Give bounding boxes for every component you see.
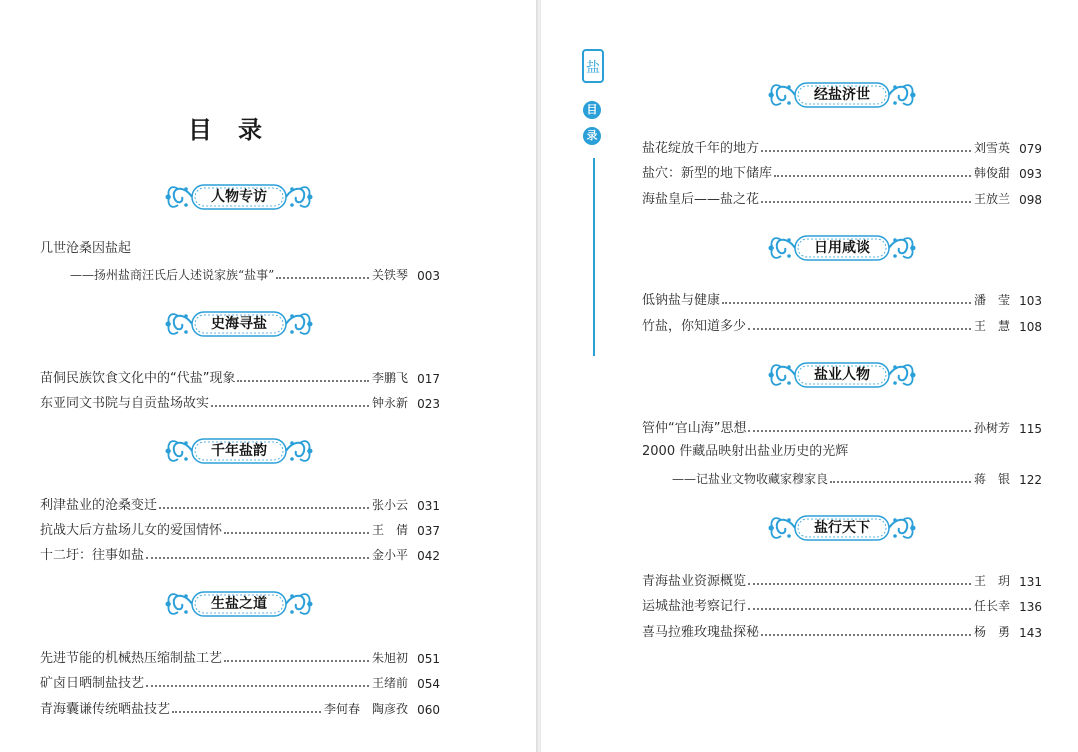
seal-character: 盐 [586,60,600,76]
toc-entry-title: 盐穴：新型的地下储库 [642,166,773,181]
toc-entry[interactable] [642,136,1042,156]
section-label: 盐行天下 [814,520,870,536]
toc-entry-author: 王 慧 [973,319,1010,333]
toc-entry[interactable] [40,366,440,386]
section-label: 生盐之道 [211,596,267,612]
section-banner-qiannian [164,431,314,471]
section-label: 千年盐韵 [211,443,267,459]
toc-entry-page: 108 [1019,320,1042,334]
toc-entry-title[interactable]: 几世沧桑因盐起 [40,241,132,256]
section-banner-yanye [767,355,917,395]
toc-entry-title: 青海盐业资源概览 [642,574,747,589]
toc-entry-page: 054 [417,677,440,691]
toc-entry-author: 任长幸 [973,599,1010,613]
toc-entry-title: 盐花绽放千年的地方 [642,141,760,156]
toc-entry-page: 017 [417,372,440,386]
toc-entry-author: 孙树芳 [973,421,1010,435]
toc-entry[interactable] [642,620,1042,640]
leader-dots [761,634,971,636]
toc-entry-author: 杨 勇 [973,625,1010,639]
leader-dots [146,685,369,687]
toc-entry-subtitle: ——扬州盐商汪氏后人述说家族“盐事” [70,268,275,282]
toc-entry-author: 韩俊甜 [973,166,1010,180]
section-label: 史海寻盐 [211,316,267,332]
toc-entry[interactable] [40,671,440,691]
toc-entry[interactable] [642,569,1042,589]
toc-entry-page: 143 [1019,626,1042,640]
toc-entry-title: 管仲“官山海”思想 [642,421,747,436]
page-title: 目录 [188,115,288,144]
leader-dots [224,660,369,662]
side-tab-char-mu: 目 [583,101,601,119]
toc-entry-page: 131 [1019,575,1042,589]
toc-entry-page: 079 [1019,142,1042,156]
section-banner-riyong [767,228,917,268]
toc-entry-author: 王 倩 [371,523,408,537]
toc-entry[interactable] [40,518,440,538]
toc-entry-title: 竹盐，你知道多少 [642,319,747,334]
side-tab-char-lu: 录 [583,127,601,145]
leader-dots [774,175,971,177]
toc-entry[interactable] [642,161,1042,181]
toc-entry-author: 钟永新 [371,396,408,410]
toc-entry[interactable] [642,314,1042,334]
leader-dots [748,430,971,432]
toc-entry[interactable] [40,543,440,563]
toc-entry-title: 低钠盐与健康 [642,293,721,308]
toc-entry-page: 003 [417,269,440,283]
toc-entry-page: 031 [417,499,440,513]
toc-entry-title: 苗侗民族饮食文化中的“代盐”现象 [40,371,236,386]
toc-entry-title: 东亚同文书院与自贡盐场故实 [40,396,210,411]
toc-entry-title: 矿卤日晒制盐技艺 [40,676,145,691]
toc-entry[interactable] [40,493,440,513]
toc-entry[interactable] [40,697,440,717]
toc-entry-page: 122 [1019,473,1042,487]
toc-entry-page: 093 [1019,167,1042,181]
right-page [541,0,1078,752]
toc-entry-author: 刘雪英 [973,141,1010,155]
section-banner-yanxing [767,508,917,548]
section-banner-shihai [164,304,314,344]
toc-entry-author: 李何春 陶彦孜 [323,702,408,716]
leader-dots [748,583,971,585]
section-label: 经盐济世 [814,87,870,103]
toc-entry-author: 金小平 [371,548,408,562]
salt-seal-icon [581,48,605,84]
toc-entry-title: 十二圩：往事如盐 [40,548,145,563]
toc-entry-page: 136 [1019,600,1042,614]
leader-dots [146,557,369,559]
section-banner-shengyan [164,584,314,624]
section-banner-renwu [164,177,314,217]
toc-entry[interactable] [40,391,440,411]
toc-entry-title: 喜马拉雅玫瑰盐探秘 [642,625,760,640]
toc-entry-page: 060 [417,703,440,717]
left-page [0,0,536,752]
toc-entry-author: 张小云 [371,498,408,512]
toc-entry-page: 037 [417,524,440,538]
toc-entry-author: 王 玥 [973,574,1010,588]
toc-entry-title: 青海囊谦传统晒盐技艺 [40,702,171,717]
toc-entry-title[interactable]: 2000 件藏品映射出盐业历史的光辉 [642,444,849,459]
leader-dots [748,328,971,330]
toc-entry-page: 051 [417,652,440,666]
toc-entry-page: 042 [417,549,440,563]
leader-dots [159,507,369,509]
section-label: 人物专访 [211,189,267,205]
section-label: 盐业人物 [814,367,870,383]
leader-dots [830,481,971,483]
toc-entry-author: 王放兰 [973,192,1010,206]
toc-entry-author: 李鹏飞 [371,371,408,385]
leader-dots [172,711,321,713]
toc-entry[interactable] [642,187,1042,207]
side-divider-line [593,158,595,356]
leader-dots [224,532,369,534]
toc-entry[interactable] [642,288,1042,308]
toc-entry-title: 抗战大后方盐场儿女的爱国情怀 [40,523,223,538]
toc-entry-page: 098 [1019,193,1042,207]
leader-dots [761,201,971,203]
toc-entry-subtitle: ——记盐业文物收藏家穆家良 [672,472,829,486]
leader-dots [748,608,971,610]
toc-entry-author: 朱旭初 [371,651,408,665]
toc-entry[interactable] [70,263,440,283]
leader-dots [237,380,369,382]
toc-entry-title: 利津盐业的沧桑变迁 [40,498,158,513]
section-banner-jingyan [767,75,917,115]
leader-dots [211,405,369,407]
toc-entry-title: 运城盐池考察记行 [642,599,747,614]
toc-entry-page: 023 [417,397,440,411]
toc-entry[interactable] [672,467,1042,487]
toc-entry-title: 海盐皇后——盐之花 [642,192,760,207]
toc-entry[interactable] [642,416,1042,436]
section-label: 日用咸谈 [814,240,870,256]
toc-entry-page: 103 [1019,294,1042,308]
toc-entry[interactable] [642,594,1042,614]
toc-entry-author: 王绪前 [371,676,408,690]
toc-entry-page: 115 [1019,422,1042,436]
side-tab [581,48,605,88]
leader-dots [722,302,971,304]
toc-entry-title: 先进节能的机械热压缩制盐工艺 [40,651,223,666]
toc-entry[interactable] [40,646,440,666]
toc-entry-author: 蒋 银 [973,472,1010,486]
toc-entry-author: 潘 莹 [973,293,1010,307]
leader-dots [761,150,971,152]
leader-dots [276,277,369,279]
toc-entry-author: 关铁琴 [371,268,408,282]
